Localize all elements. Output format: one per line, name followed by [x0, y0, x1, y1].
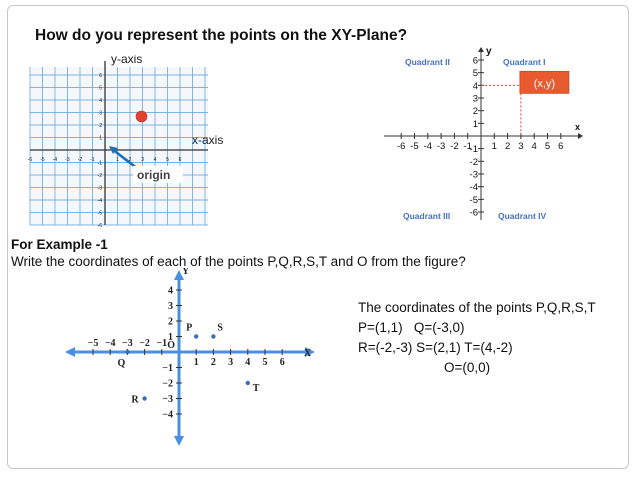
x-tick-label: -1	[90, 157, 95, 163]
y-tick-label: −1	[162, 363, 173, 374]
y-tick-label: 2	[472, 106, 478, 118]
grid-background	[27, 67, 208, 225]
y-tick-label: 6	[99, 73, 102, 79]
y-tick-label: -5	[97, 210, 102, 217]
x-tick-label: 6	[558, 141, 564, 152]
x-tick-label: -3	[65, 157, 70, 163]
x-tick-label: -5	[40, 157, 45, 163]
x-tick-label: 2	[504, 141, 511, 152]
quadrant-label: Quadrant II	[405, 57, 450, 67]
answers-line-2: R=(-2,-3) S=(2,1) T=(4,-2)	[358, 340, 513, 355]
x-tick-label: -5	[410, 141, 419, 152]
x-tick-label: -3	[436, 141, 446, 152]
example-heading: For Example -1	[11, 237, 108, 252]
y-tick-label: -4	[97, 198, 102, 204]
answers-heading: The coordinates of the points P,Q,R,S,T	[358, 300, 596, 315]
x-tick-label: 4	[245, 357, 251, 368]
y-tick-label: -5	[469, 194, 478, 206]
x-axis-arrow	[578, 133, 583, 139]
right-quadrant-plane	[370, 42, 585, 232]
x-tick-label: 6	[178, 157, 182, 163]
x-tick-label: −3	[122, 338, 133, 349]
x-tick-label: 6	[279, 357, 285, 368]
x-tick-label: 2	[210, 357, 216, 368]
y-tick-label: -1	[97, 160, 102, 167]
origin-label: origin	[137, 168, 171, 182]
point-label: (x,y)	[533, 77, 556, 90]
y-tick-label: 6	[472, 55, 478, 67]
point-label-q: Q	[117, 358, 126, 369]
x-tick-label: 1	[491, 141, 497, 152]
y-axis-label: Y	[182, 268, 190, 277]
y-tick-label: 1	[472, 118, 478, 130]
point-s	[211, 334, 215, 338]
x-tick-label: 3	[518, 141, 524, 152]
x-axis-label: x	[575, 122, 581, 132]
y-tick-label: 3	[99, 110, 102, 117]
y-tick-label: 5	[99, 85, 102, 92]
x-axis-label: X	[304, 348, 312, 359]
x-tick-label: 3	[141, 157, 144, 163]
y-tick-label: -2	[97, 173, 102, 179]
x-tick-label: -4	[52, 157, 58, 163]
x-tick-label: 5	[166, 157, 169, 163]
point-p	[194, 334, 198, 338]
x-tick-label: 2	[128, 157, 132, 163]
x-tick-label: 1	[193, 357, 199, 368]
x-tick-label: -2	[77, 157, 83, 163]
y-tick-label: −4	[162, 409, 173, 421]
y-tick-label: -6	[97, 223, 102, 227]
answers-line-1: P=(1,1) Q=(-3,0)	[358, 320, 465, 335]
y-tick-label: 3	[472, 93, 478, 105]
x-tick-label: 1	[116, 157, 119, 163]
x-axis-label: x-axis	[192, 133, 224, 147]
y-tick-label: 4	[99, 98, 102, 104]
quadrant-label: Quadrant III	[403, 211, 451, 221]
y-tick-label: −2	[162, 378, 173, 390]
y-tick-label: -3	[469, 169, 478, 181]
y-tick-label: -6	[469, 207, 478, 219]
y-tick-label: 3	[168, 301, 173, 312]
y-tick-label: 2	[168, 316, 173, 328]
x-tick-label: 4	[531, 141, 537, 152]
y-tick-label: −3	[162, 394, 173, 405]
x-tick-label: 3	[228, 357, 234, 368]
answers-block	[358, 298, 596, 378]
quadrant-label: Quadrant IV	[498, 211, 547, 221]
answers-line-3: O=(0,0)	[444, 360, 491, 375]
y-axis-label: y-axis	[111, 55, 143, 66]
y-tick-label: 1	[168, 332, 173, 343]
example-coordinate-plane	[65, 268, 320, 448]
point-label-s: S	[217, 322, 223, 334]
x-tick-label: -6	[396, 141, 406, 152]
x-tick-label: -6	[27, 157, 33, 163]
point-label-o: O	[167, 340, 175, 351]
left-coordinate-grid	[25, 55, 230, 227]
x-tick-label: −2	[139, 338, 150, 349]
x-tick-label: -4	[423, 141, 433, 152]
red-point	[136, 111, 147, 122]
example-instruction: Write the coordinates of each of the points P,Q,R,S,T and O from the figure?	[11, 254, 466, 269]
point-q	[125, 350, 129, 354]
quadrant-label: Quadrant I	[503, 57, 546, 67]
x-tick-label: −1	[156, 338, 168, 349]
slide-title: How do you represent the points on the XY-Plane?	[35, 27, 408, 44]
point-t	[246, 381, 250, 385]
point-r	[142, 396, 146, 400]
y-axis-arrow	[478, 47, 484, 52]
y-axis-label: y	[486, 46, 492, 57]
point-label-p: P	[186, 322, 193, 334]
x-tick-label: 5	[544, 141, 551, 152]
y-axis-arrow-down	[174, 436, 184, 446]
x-tick-label: −5	[87, 338, 99, 349]
x-tick-label: 5	[262, 357, 268, 368]
y-tick-label: -4	[469, 182, 478, 194]
y-tick-label: 1	[99, 135, 102, 142]
y-tick-label: 2	[99, 123, 102, 129]
point-label-t: T	[252, 383, 260, 394]
y-tick-label: -2	[469, 156, 478, 168]
y-tick-label: 4	[168, 285, 173, 297]
x-tick-label: 4	[153, 157, 157, 163]
y-tick-label: 5	[472, 68, 478, 80]
y-tick-label: 4	[472, 80, 478, 92]
y-tick-label: -1	[469, 144, 478, 156]
y-tick-label: -3	[97, 185, 102, 192]
x-tick-label: -1	[463, 141, 472, 152]
point-label-r: R	[131, 394, 139, 406]
x-tick-label: −4	[104, 338, 116, 349]
x-axis-arrow-left	[65, 347, 75, 357]
x-tick-label: -2	[450, 141, 459, 152]
